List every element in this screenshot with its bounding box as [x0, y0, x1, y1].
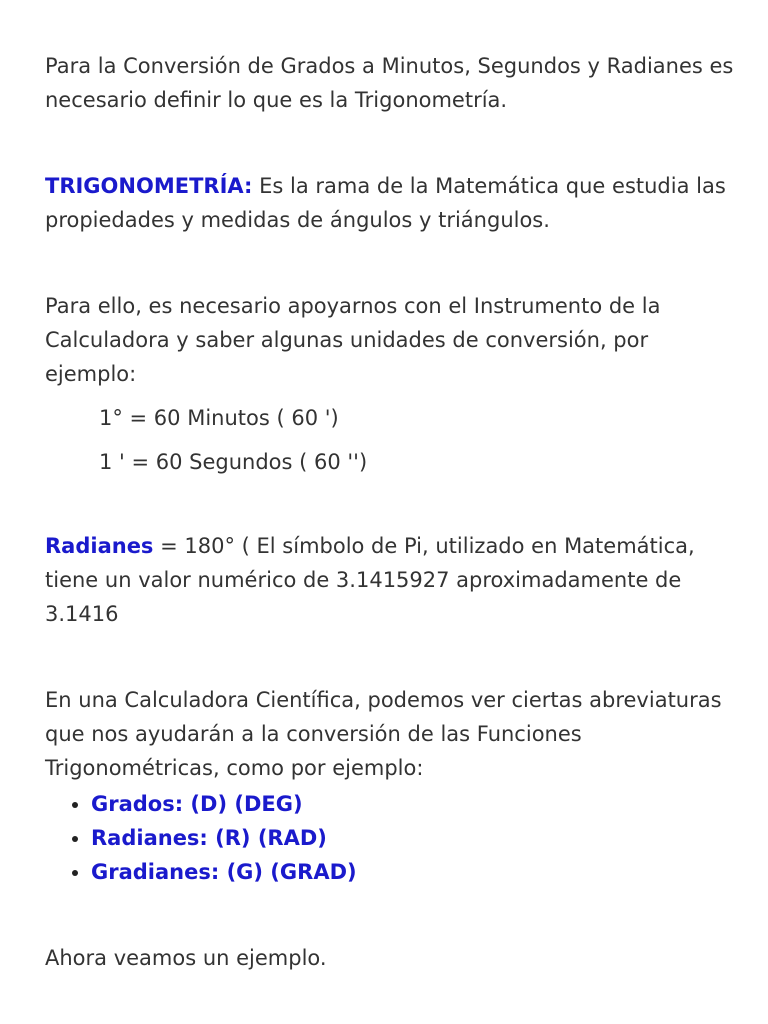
closing-paragraph: Ahora veamos un ejemplo.: [45, 946, 327, 970]
conversion-minute: 1 ' = 60 Segundos ( 60 ''): [99, 450, 368, 474]
definition-paragraph: [45, 169, 735, 237]
scientific-paragraph: En una Calculadora Científica, podemos ver ciertas abreviaturas que nos ayudarán a la conversión de las Funciones Trigonométricas, como por ejemplo:: [45, 688, 722, 780]
list-item: • Grados: (D) (DEG): [91, 787, 735, 821]
definition-term: TRIGONOMETRÍA:: [45, 174, 253, 198]
list-item: • Gradianes: (G) (GRAD): [91, 855, 735, 889]
list-item: • Radianes: (R) (RAD): [91, 821, 735, 855]
definition-text: Es la rama de la Matemática que estudia las propiedades y medidas de ángulos y triángulos.: [45, 174, 726, 232]
document-body: [45, 49, 735, 975]
radians-text: = 180° ( El símbolo de Pi, utilizado en Matemática, tiene un valor numérico de 3.1415927 aproximadamente de 3.1416: [45, 534, 695, 626]
radians-term: Radianes: [45, 534, 154, 558]
intro-paragraph: Para la Conversión de Grados a Minutos, Segundos y Radianes es necesario definir lo que es la Trigonometría.: [45, 54, 734, 112]
calculator-modes-list: [45, 787, 735, 889]
radians-paragraph: [45, 529, 735, 631]
conversion-degree: 1° = 60 Minutos ( 60 '): [99, 406, 339, 430]
calculator-paragraph: Para ello, es necesario apoyarnos con el Instrumento de la Calculadora y saber algunas unidades de conversión, por ejemplo:: [45, 294, 661, 386]
